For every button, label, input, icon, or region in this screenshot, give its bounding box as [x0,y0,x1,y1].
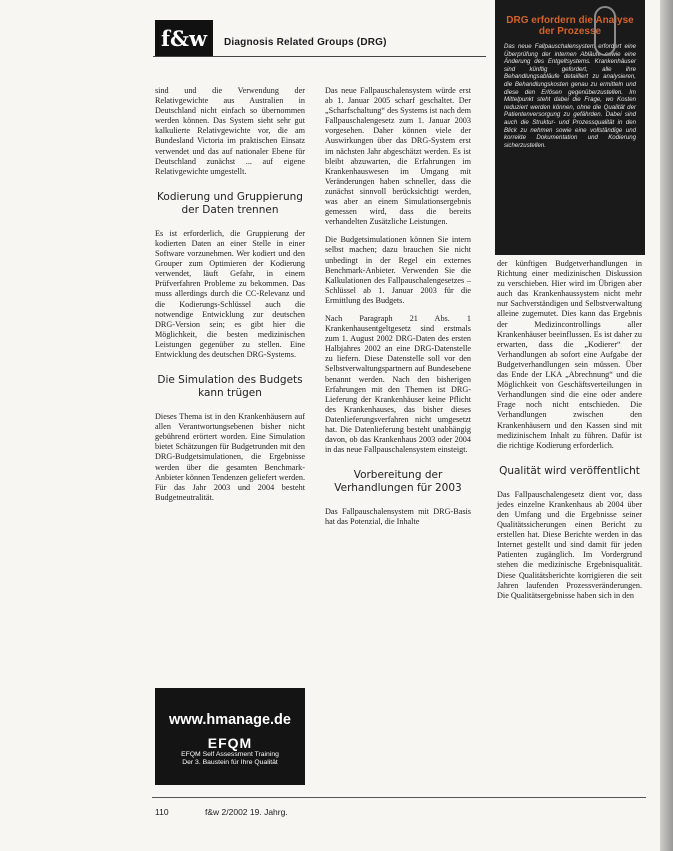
col1-paragraph: Dieses Thema ist in den Krankenhäusern auf allen Verantwortungsebenen bisher nicht gebührend erörtert worden. Eine Simulation bietet Schätzungen für Budgetrunden mit den DRG-Budgetsimulationen, die Ergebnisse werden über die gesamten Benchmark-Anbieter können Tendenzen geliefert werden. Für das Jahr 2003 und 2004 besteht Budgetneutralität. [155,412,305,502]
efqm-logo: EFQM [207,735,253,751]
header-divider [153,56,486,57]
col2-paragraph: Nach Paragraph 21 Abs. 1 Krankenhausentgeltgesetz sind erstmals zum 1. August 2002 DRG-Daten des ersten Halbjahres 2002 an eine DRG-Datenstelle zu liefern. Diese Datenstelle soll vor den Selbstverwaltungspartnern auf Bundesebene benannt werden. Nach den bisherigen Erfahrungen mit den Themen ist DRG-Lieferung der Krankenhäuser keine Pflicht des Krankenhauses, das bisher dieses Datenlieferungsverfahren nicht umgesetzt hat. Die Datenlieferung besteht unabhängig davon, ob das Krankenhaus 2003 oder 2004 in das neue Fallpauschalensystem einsteigt. [325,313,471,455]
page-number: 110 [155,807,169,817]
col3-paragraph: der künftigen Budgetverhandlungen in Richtung einer medizinischen Diskussion zu verschieben. Hier wird im Übrigen aber auch das Krankenhaussystem nicht mehr nur Sachverständigen und Selbstverwaltung alleine zugemutet. Dies kann das Ergebnis der Medizincontrollings aller Krankenhäuser beeinflussen. Es ist daher zu erwarten, dass die „Kodierer“ der Verhandlungen ab sofort eine Aufgabe der Budgetverhandlungen sein müssen. Über das Ende der LKA „Abrechnung“ und die Möglichkeit von Geschäftsverteilungen in Verhandlungen sind die eine oder andere Frage noch nicht entschieden. Die Verhandlungen zwischen den Krankenhäusern und den Kassen sind mit medizinischem Inhalt zu führen. Dafür ist die richtige Kodierung erforderlich. [497,259,642,450]
col1-paragraph: sind und die Verwendung der Relativgewichte aus Australien in Deutschland nicht einfach so übernommen werden können. Das System sieht sehr gut kalkulierte Relativgewichte vor, die am Bundesland Victoria im praktischen Einsatz verwendet und das auf nationaler Ebene für Deutschland zunächst ... auf eigene Relativgewichte umgestellt. [155,86,305,176]
sidebar-box [495,0,645,255]
ad-text-line: EFQM Self Assessment Training [181,751,279,758]
column-3 [497,259,642,609]
col2-paragraph: Das neue Fallpauschalensystem würde erst ab 1. Januar 2005 scharf geschaltet. Der „Scharfschaltung“ des Systems ist nach dem Fallpauschalengesetz zum 1. Januar 2003 vorgesehen. Daher können viele der Auswirkungen über das DRG-System erst im nächsten Jahr abgeschätzt werden. Es ist bleibt abzuwarten, die Erfahrungen im Krankenhauswesen im Umgang mit Veränderungen haben schneller, dass die zunächst sinnvoll berücksichtigt werden, was aber an einem Simulationsergebnis gemessen wird, dass die bereits verhandelten Zusätzliche Leistungen. [325,86,471,227]
paperclip-icon [594,6,616,56]
col2-paragraph: Die Budgetsimulationen können Sie intern selbst machen; dazu brauchen Sie nicht unbedingt in der Regel ein externes Benchmark-Anbieter. Verwenden Sie die Kalkulationen des Fallpauschalengesetzes – Schlüssel ab 1. Januar 2003 für die Ermittlung des Budgets. [325,235,471,305]
journal-issue: f&w 2/2002 19. Jahrg. [205,807,288,817]
ad-text-line: Der 3. Baustein für Ihre Qualität [182,759,278,766]
col1-subheading-2: Die Simulation des Budgets kann trügen [157,374,303,400]
section-header: Diagnosis Related Groups (DRG) [224,37,387,48]
col2-paragraph: Das Fallpauschalensystem mit DRG-Basis hat das Potenzial, die Inhalte [325,507,471,527]
col2-subheading: Vorbereitung der Verhandlungen für 2003 [334,469,462,495]
col3-paragraph: Das Fallpauschalengesetz dient vor, dass jedes einzelne Krankenhaus ab 2004 über den Umfang und die Ergebnisse seiner Qualitätssicherungen einen Bericht zu erstellen hat. Diese Berichte werden in das Internet gestellt und sind damit für jeden Patienten zugänglich. Im Vordergrund stehen die medizinische Ergebnisqualität. Diese Qualitätsberichte korrigieren die seit Jahren laufenden Prozessveränderungen. Die Qualitätsergebnisse haben sich in den [497,489,642,600]
column-2 [325,86,471,535]
page-spine-shadow [660,0,673,851]
journal-logo: f&w [155,20,213,56]
sidebar-body: Das neue Fallpauschalensystem erfordert eine Überprüfung der internen Abläufe sowie eine Änderung des Entgeltsystems. Krankenhäuser sind künftig gefordert, alle ihre Behandlungsabläufe detailliert zu analysieren, die Behandlungskosten genau zu ermitteln und diese den Erlösen gegenüberzustellen. Im Mittelpunkt steht dabei die Frage, wo Kosten reduziert werden können, ohne die Qualität der Patientenversorgung zu gefährden. Dabei sind auch die Struktur- und Prozessqualität in den Blick zu nehmen sowie eine vollständige und korrekte Dokumentation und Kodierung sicherzustellen. [504,43,636,149]
footer-divider [152,797,646,798]
col1-paragraph: Es ist erforderlich, die Gruppierung der kodierten Daten an einer Stelle in einer Software vorzunehmen. Wer kodiert und den Grouper zum Optimieren der Kodierung verwendet, läuft Gefahr, in einem Prüfverfahren Probleme zu bekommen. Das muss allerdings durch die CC-Relevanz und die Kodierungs-Schlüssel auch die notwendige Entwicklung zur deutschen DRG-Version sein; es gibt hier die Möglichkeit, die besten medizinischen Leistungen gegenüber zu stellen. Eine Entwicklung des deutschen DRG-Systems. [155,228,305,359]
col1-subheading-1: Kodierung und Gruppierung der Daten trennen [157,190,303,216]
ad-url-link[interactable]: www.hmanage.de [169,712,291,728]
sidebar-title: DRG erfordern die Analyse der Prozesse [506,15,634,37]
col3-subheading: Qualität wird veröffentlicht [499,464,640,477]
column-1 [155,86,305,511]
advertisement[interactable] [155,688,305,785]
